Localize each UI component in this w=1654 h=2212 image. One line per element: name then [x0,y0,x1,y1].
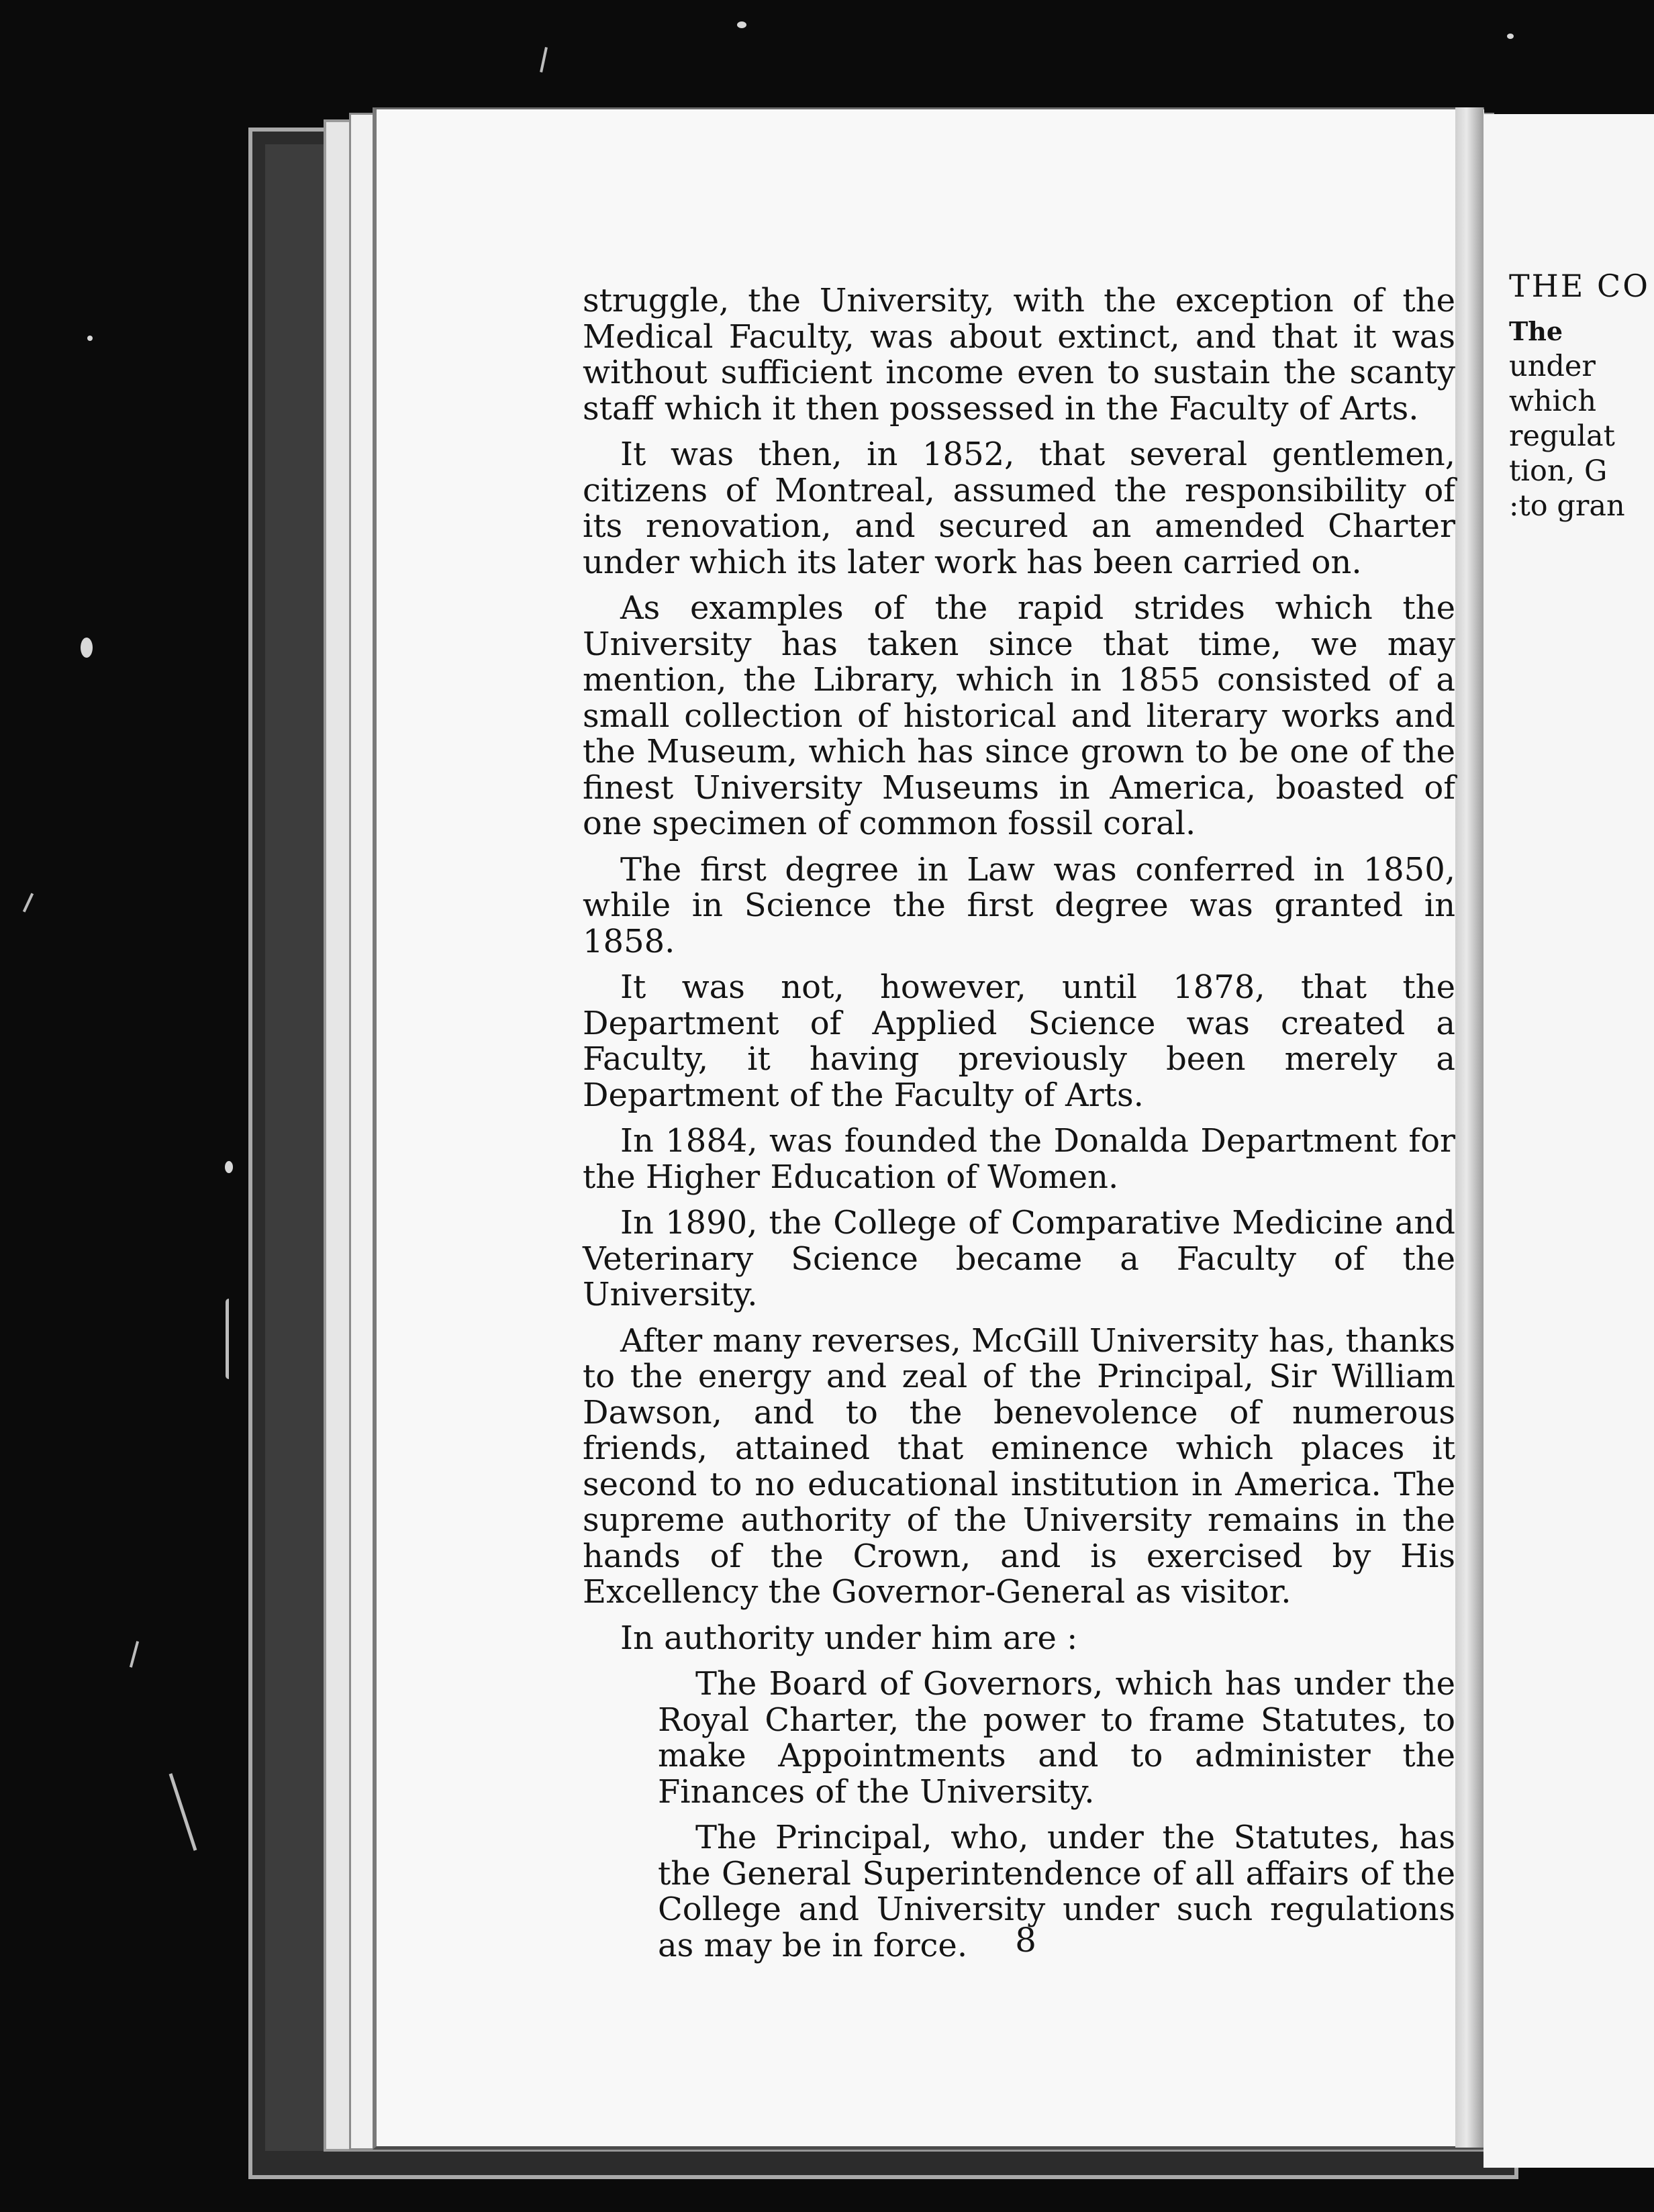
paragraph: As examples of the rapid strides which the University has taken since that time, we may mention, the Library, which in 1855 consisted of a small collection of historical and literary works and the Museum, which has since grown to be one of the finest University Museums in America, boasted of one specimen of common fossil coral. [583,589,1455,842]
film-speck [1507,34,1514,39]
right-page-heading: THE CO [1509,268,1650,304]
right-page-line: which [1509,385,1597,418]
paragraph: It was then, in 1852, that several gentlemen, citizens of Montreal, assumed the responsibility of its renovation, and secured an amended Charter under which its later work has been carried on. [583,436,1455,581]
film-scratch [130,1641,139,1668]
paragraph: It was not, however, until 1878, that the Department of Applied Science was created a Faculty, it having previously been merely a Department of the Faculty of Arts. [583,968,1455,1114]
right-page-text [1509,268,1654,523]
right-page-line: The [1509,316,1563,346]
film-scratch [169,1773,197,1851]
book-gutter [1455,107,1483,2148]
paragraph: In 1884, was founded the Donalda Department for the Higher Education of Women. [583,1122,1455,1196]
film-speck [87,336,93,341]
paragraph: After many reverses, McGill University has, thanks to the energy and zeal of the Principal, Sir William Dawson, and to the benevolence of numerous friends, attained that eminence which places it second to no educational institution in America. The supreme authority of the University remains in the hands of the Crown, and is exercised by His Excellency the Governor-General as visitor. [583,1321,1455,1611]
film-scratch [226,1299,229,1379]
film-scratch [23,893,34,913]
right-page-line: tion, G [1509,454,1608,488]
right-page-line: :to gran [1509,489,1625,523]
paragraph: In authority under him are : [620,1619,1078,1657]
film-speck [225,1161,233,1173]
paragraph-indented: The Board of Governors, which has under the Royal Charter, the power to frame Statutes, to make Appointments and to administer the Finances of the University. [658,1665,1455,1811]
paragraph-indented: The Principal, who, under the Statutes, has the General Superintendence of all affairs of the College and University under such regulations as may be in force. [658,1819,1455,1964]
film-scratch [540,47,548,72]
right-page-line: under [1509,350,1596,383]
paragraph: The first degree in Law was conferred in 1850, while in Science the first degree was granted in 1858. [583,850,1455,960]
right-page-line: regulat [1509,419,1615,453]
paragraph: struggle, the University, with the exception of the Medical Faculty, was about extinct, and that it was without sufficient income even to sustain the scanty staff which it then possessed in the Faculty of Arts. [583,282,1455,428]
film-speck [81,638,93,658]
paragraph: In 1890, the College of Comparative Medicine and Veterinary Science became a Faculty of the University. [583,1204,1455,1313]
left-page-text [583,283,1455,1974]
film-speck [737,21,746,28]
page-number: 8 [1015,1921,1036,1960]
